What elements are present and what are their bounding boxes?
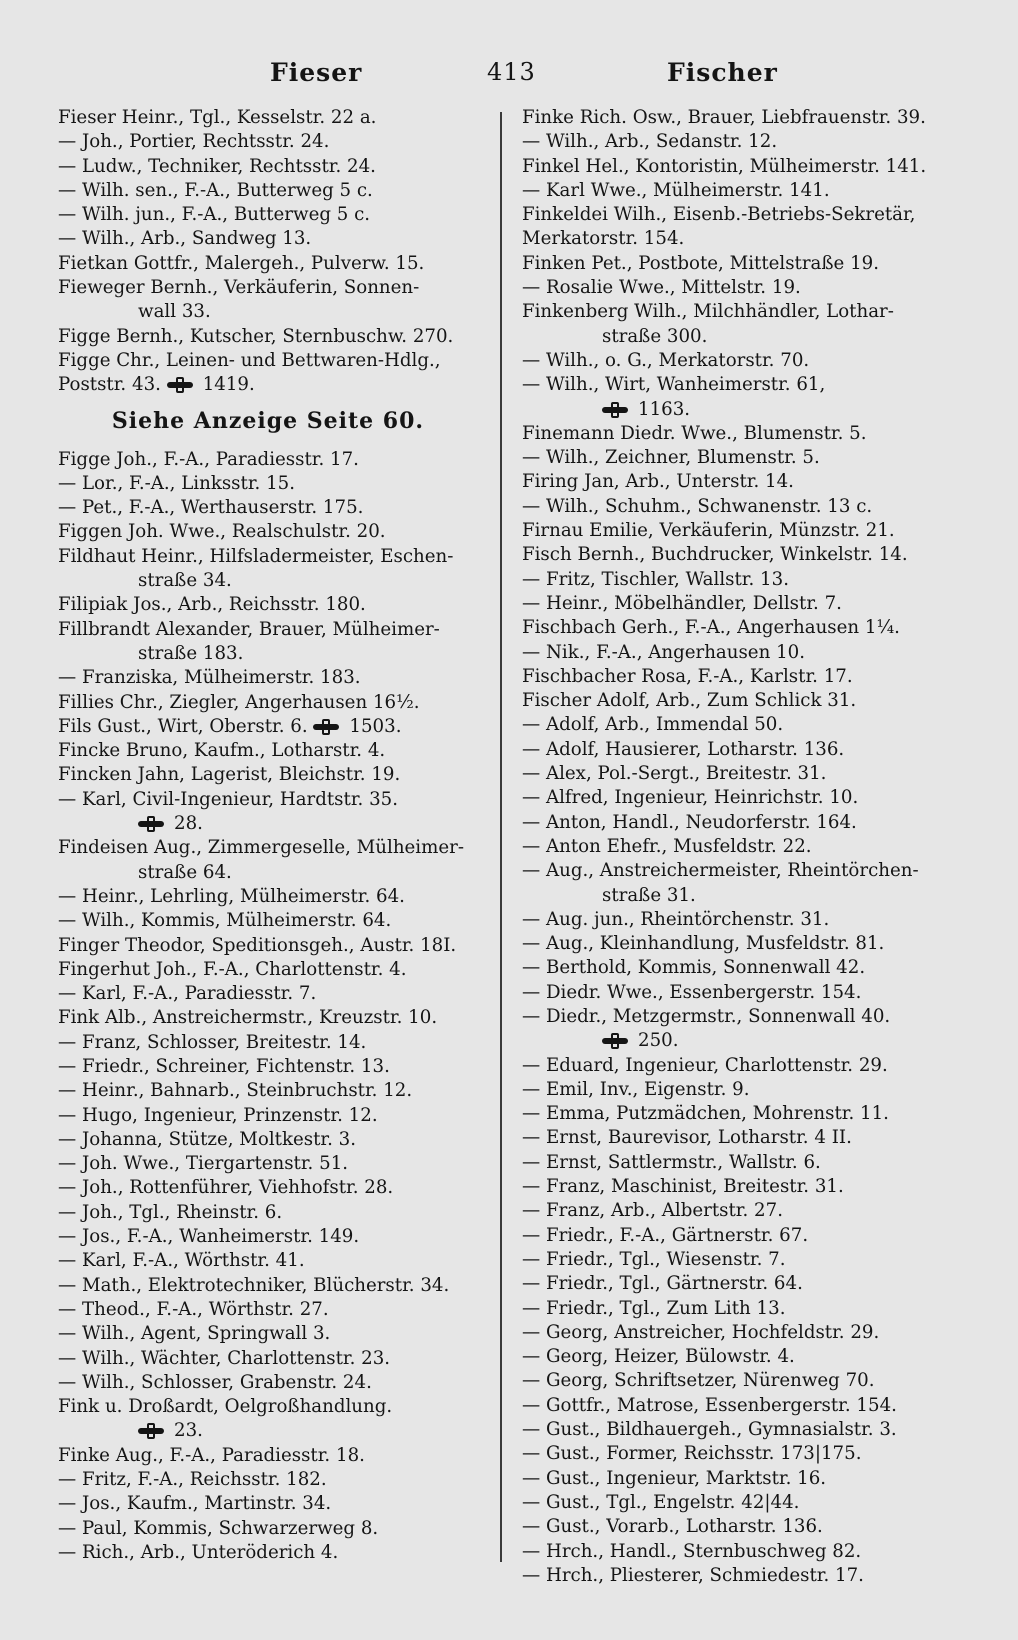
directory-entry: — Heinr., Bahnarb., Steinbruchstr. 12. — [58, 1080, 413, 1102]
directory-entry: — Aug., Kleinhandlung, Musfeldstr. 81. — [522, 933, 885, 955]
directory-entry: Fincke Bruno, Kaufm., Lotharstr. 4. — [58, 740, 386, 762]
directory-entry: — Anton Ehefr., Musfeldstr. 22. — [522, 835, 812, 857]
header-right-keyword: Fischer — [667, 58, 778, 87]
directory-entry: — Anton, Handl., Neudorferstr. 164. — [522, 811, 857, 833]
directory-entry: Fillbrandt Alexander, Brauer, Mülheimer- — [58, 618, 440, 640]
directory-entry: — Gust., Vorarb., Lotharstr. 136. — [522, 1516, 823, 1538]
right-entries — [522, 106, 942, 1588]
directory-entry: — Wilh., Wirt, Wanheimerstr. 61, — [522, 374, 826, 396]
directory-entry: — Wilh., Arb., Sandweg 13. — [58, 228, 312, 250]
directory-entry: Merkatorstr. 154. — [522, 228, 685, 250]
directory-entry: — Ernst, Sattlermstr., Wallstr. 6. — [522, 1151, 821, 1173]
directory-entry: straße 31. — [602, 884, 696, 906]
directory-entry: — Franz, Maschinist, Breitestr. 31. — [522, 1176, 844, 1198]
directory-entry: — Friedr., F.-A., Gärtnerstr. 67. — [522, 1224, 809, 1246]
directory-entry: Finkeldei Wilh., Eisenb.-Betriebs-Sekretär, — [522, 204, 916, 226]
directory-entry: — Georg, Anstreicher, Hochfeldstr. 29. — [522, 1321, 880, 1343]
directory-entry: Poststr. 43. 1419. — [58, 374, 255, 396]
directory-entry: — Friedr., Tgl., Gärtnerstr. 64. — [522, 1273, 803, 1295]
directory-entry: — Karl, F.-A., Paradiesstr. 7. — [58, 983, 317, 1005]
directory-entry: — Math., Elektrotechniker, Blücherstr. 34. — [58, 1274, 450, 1296]
directory-entry: — Theod., F.-A., Wörthstr. 27. — [58, 1298, 329, 1320]
directory-entry: Fingerhut Joh., F.-A., Charlottenstr. 4. — [58, 958, 407, 980]
directory-entry: — Alfred, Ingenieur, Heinrichstr. 10. — [522, 787, 859, 809]
directory-entry: Fils Gust., Wirt, Oberstr. 6. 1503. — [58, 715, 402, 737]
directory-entry: — Emma, Putzmädchen, Mohrenstr. 11. — [522, 1103, 889, 1125]
directory-entry: — Wilh., Arb., Sedanstr. 12. — [522, 131, 778, 153]
telephone-icon — [138, 1425, 168, 1437]
directory-entry: Fincken Jahn, Lagerist, Bleichstr. 19. — [58, 764, 401, 786]
directory-entry: — Joh., Tgl., Rheinstr. 6. — [58, 1201, 283, 1223]
directory-entry: Fieweger Bernh., Verkäuferin, Sonnen- — [58, 277, 420, 299]
directory-entry: — Ernst, Baurevisor, Lotharstr. 4 II. — [522, 1127, 852, 1149]
advertisement-note: Siehe Anzeige Seite 60. — [111, 407, 425, 434]
directory-entry: Firnau Emilie, Verkäuferin, Münzstr. 21. — [522, 520, 895, 542]
directory-entry: — Wilh. sen., F.-A., Butterweg 5 c. — [58, 179, 373, 201]
directory-entry: — Paul, Kommis, Schwarzerweg 8. — [58, 1517, 379, 1539]
directory-entry: — Jos., F.-A., Wanheimerstr. 149. — [58, 1226, 360, 1248]
directory-entry: — Ludw., Techniker, Rechtsstr. 24. — [58, 155, 376, 177]
directory-entry: — Wilh. jun., F.-A., Butterweg 5 c. — [58, 204, 371, 226]
directory-entry: — Adolf, Hausierer, Lotharstr. 136. — [522, 738, 845, 760]
directory-entry: — Berthold, Kommis, Sonnenwall 42. — [522, 957, 866, 979]
directory-entry: Fink u. Droßardt, Oelgroßhandlung. — [58, 1396, 393, 1418]
directory-entry: — Wilh., Schlosser, Grabenstr. 24. — [58, 1371, 372, 1393]
directory-entry: — Rich., Arb., Unteröderich 4. — [58, 1541, 339, 1563]
directory-entry: — Nik., F.-A., Angerhausen 10. — [522, 641, 805, 663]
directory-entry: 250. — [522, 1029, 942, 1053]
directory-entry: straße 300. — [602, 325, 708, 347]
directory-entry: — Aug. jun., Rheintörchenstr. 31. — [522, 908, 830, 930]
directory-entry: Filipiak Jos., Arb., Reichsstr. 180. — [58, 594, 366, 616]
directory-entry: wall 33. — [138, 301, 211, 323]
directory-entry: Fieser Heinr., Tgl., Kesselstr. 22 a. — [58, 107, 377, 128]
directory-entry: — Gust., Former, Reichsstr. 173|175. — [522, 1443, 862, 1465]
directory-entry: Finemann Diedr. Wwe., Blumenstr. 5. — [522, 422, 867, 444]
directory-entry: — Diedr. Wwe., Essenbergerstr. 154. — [522, 981, 862, 1003]
directory-entry: — Friedr., Tgl., Wiesenstr. 7. — [522, 1248, 786, 1270]
left-entries-bottom — [58, 448, 478, 1566]
left-entries-top — [58, 106, 478, 398]
telephone-icon — [138, 818, 168, 830]
directory-entry: Figge Chr., Leinen- und Bettwaren-Hdlg., — [58, 349, 441, 371]
directory-entry: — Georg, Schriftsetzer, Nürenweg 70. — [522, 1370, 875, 1392]
directory-entry: — Fritz, Tischler, Wallstr. 13. — [522, 568, 789, 590]
directory-entry: — Gust., Ingenieur, Marktstr. 16. — [522, 1467, 827, 1489]
directory-entry: — Franziska, Mülheimerstr. 183. — [58, 667, 361, 689]
directory-entry: Finken Pet., Postbote, Mittelstraße 19. — [522, 252, 880, 274]
directory-entry: — Aug., Anstreichermeister, Rheintörchen- — [522, 860, 919, 882]
directory-entry: — Friedr., Schreiner, Fichtenstr. 13. — [58, 1055, 390, 1077]
directory-entry: — Joh., Portier, Rechtsstr. 24. — [58, 131, 330, 153]
directory-entry: 28. — [58, 812, 478, 836]
directory-entry: — Georg, Heizer, Bülowstr. 4. — [522, 1346, 795, 1368]
directory-entry: — Franz, Schlosser, Breitestr. 14. — [58, 1031, 367, 1053]
directory-entry: — Wilh., Wächter, Charlottenstr. 23. — [58, 1347, 391, 1369]
directory-entry: — Johanna, Stütze, Moltkestr. 3. — [58, 1128, 357, 1150]
directory-entry: — Gottfr., Matrose, Essenbergerstr. 154. — [522, 1394, 897, 1416]
directory-entry: — Karl, F.-A., Wörthstr. 41. — [58, 1250, 305, 1272]
directory-entry: — Wilh., Agent, Springwall 3. — [58, 1323, 331, 1345]
directory-entry: Fischbacher Rosa, F.-A., Karlstr. 17. — [522, 665, 853, 687]
directory-entry: straße 183. — [138, 642, 244, 664]
directory-entry: Finke Aug., F.-A., Paradiesstr. 18. — [58, 1444, 365, 1466]
directory-entry: — Adolf, Arb., Immendal 50. — [522, 714, 784, 736]
directory-entry: — Gust., Bildhauergeh., Gymnasialstr. 3. — [522, 1419, 897, 1441]
directory-entry: — Wilh., Zeichner, Blumenstr. 5. — [522, 447, 820, 469]
directory-entry: 23. — [58, 1419, 478, 1443]
directory-entry: Finger Theodor, Speditionsgeh., Austr. 18I. — [58, 934, 457, 956]
directory-entry: — Wilh., Schuhm., Schwanenstr. 13 c. — [522, 495, 873, 517]
directory-entry: — Hugo, Ingenieur, Prinzenstr. 12. — [58, 1104, 378, 1126]
right-column — [522, 106, 942, 1588]
directory-entry: — Eduard, Ingenieur, Charlottenstr. 29. — [522, 1054, 888, 1076]
directory-entry: Fisch Bernh., Buchdrucker, Winkelstr. 14. — [522, 544, 908, 566]
header-left-keyword: Fieser — [270, 58, 363, 87]
directory-entry: Fischbach Gerh., F.-A., Angerhausen 1¼. — [522, 617, 900, 639]
directory-entry: — Emil, Inv., Eigenstr. 9. — [522, 1078, 750, 1100]
directory-entry: Figge Joh., F.-A., Paradiesstr. 17. — [58, 448, 359, 470]
directory-entry: — Gust., Tgl., Engelstr. 42|44. — [522, 1491, 800, 1513]
directory-entry: — Karl Wwe., Mülheimerstr. 141. — [522, 179, 830, 201]
directory-entry: — Lor., F.-A., Linksstr. 15. — [58, 472, 296, 494]
directory-entry: — Franz, Arb., Albertstr. 27. — [522, 1200, 783, 1222]
directory-entry: Finke Rich. Osw., Brauer, Liebfrauenstr. 39. — [522, 107, 926, 128]
directory-entry: — Pet., F.-A., Werthauserstr. 175. — [58, 497, 364, 519]
column-divider — [500, 112, 502, 1562]
directory-entry: — Alex, Pol.-Sergt., Breitestr. 31. — [522, 763, 827, 785]
directory-entry: Figgen Joh. Wwe., Realschulstr. 20. — [58, 521, 386, 543]
telephone-icon — [313, 721, 343, 733]
directory-entry: Firing Jan, Arb., Unterstr. 14. — [522, 471, 794, 493]
directory-entry: — Rosalie Wwe., Mittelstr. 19. — [522, 277, 801, 299]
directory-entry: — Diedr., Metzgermstr., Sonnenwall 40. — [522, 1005, 891, 1027]
telephone-icon — [602, 404, 632, 416]
directory-entry: straße 64. — [138, 861, 232, 883]
left-column — [58, 106, 478, 1565]
directory-entry: — Fritz, F.-A., Reichsstr. 182. — [58, 1469, 327, 1491]
directory-entry: straße 34. — [138, 570, 232, 592]
directory-entry: Fildhaut Heinr., Hilfsladermeister, Eschen- — [58, 545, 454, 567]
directory-entry: — Joh. Wwe., Tiergartenstr. 51. — [58, 1153, 349, 1175]
directory-entry: Findeisen Aug., Zimmergeselle, Mülheimer- — [58, 837, 464, 859]
telephone-icon — [167, 379, 197, 391]
directory-entry: — Friedr., Tgl., Zum Lith 13. — [522, 1297, 786, 1319]
directory-entry: Fischer Adolf, Arb., Zum Schlick 31. — [522, 690, 857, 712]
directory-entry: — Hrch., Handl., Sternbuschweg 82. — [522, 1540, 862, 1562]
directory-entry: Finkenberg Wilh., Milchhändler, Lothar- — [522, 301, 894, 323]
directory-entry: — Wilh., o. G., Merkatorstr. 70. — [522, 349, 810, 371]
directory-entry: — Heinr., Lehrling, Mülheimerstr. 64. — [58, 885, 405, 907]
telephone-icon — [602, 1035, 632, 1047]
directory-entry: 1163. — [522, 398, 942, 422]
directory-entry: — Hrch., Pliesterer, Schmiedestr. 17. — [522, 1564, 864, 1586]
directory-entry: Finkel Hel., Kontoristin, Mülheimerstr. 141. — [522, 155, 927, 177]
directory-entry: — Wilh., Kommis, Mülheimerstr. 64. — [58, 910, 392, 932]
directory-entry: — Karl, Civil-Ingenieur, Hardtstr. 35. — [58, 788, 399, 810]
directory-entry: — Joh., Rottenführer, Viehhofstr. 28. — [58, 1177, 394, 1199]
directory-entry: — Heinr., Möbelhändler, Dellstr. 7. — [522, 592, 842, 614]
directory-entry: — Jos., Kaufm., Martinstr. 34. — [58, 1493, 332, 1515]
directory-entry: Fink Alb., Anstreichermstr., Kreuzstr. 10. — [58, 1007, 438, 1029]
directory-entry: Figge Bernh., Kutscher, Sternbuschw. 270. — [58, 325, 454, 347]
directory-entry: Fietkan Gottfr., Malergeh., Pulverw. 15. — [58, 252, 425, 274]
page-number: 413 — [487, 58, 536, 86]
directory-entry: Fillies Chr., Ziegler, Angerhausen 16½. — [58, 691, 420, 713]
